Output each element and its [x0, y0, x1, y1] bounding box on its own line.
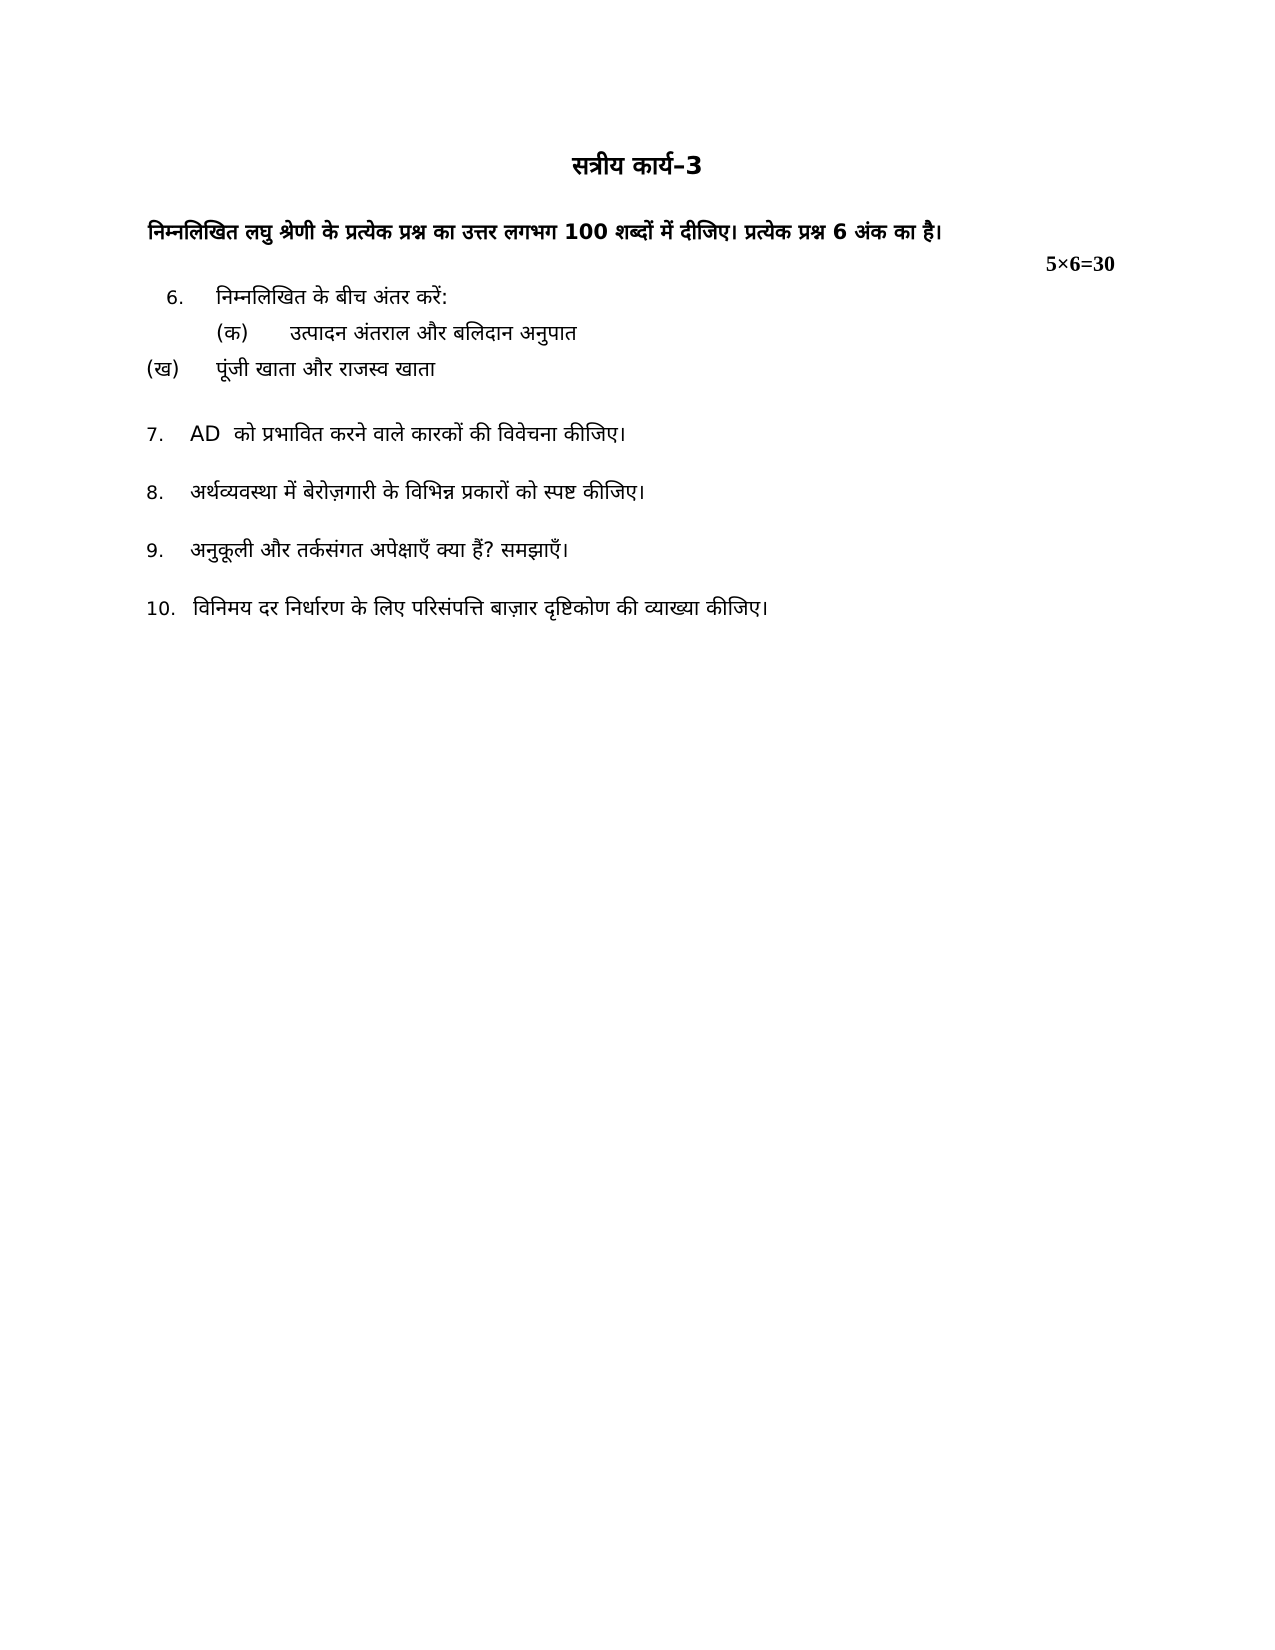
question-9-text: अनुकूली और तर्कसंगत अपेक्षाएँ क्या हैं? समझाएँ।: [190, 538, 569, 562]
marks-label: 5×6=30: [1045, 251, 1115, 276]
question-6-part-b-label: (ख): [146, 357, 180, 381]
question-6-part-a-text: उत्पादन अंतराल और बलिदान अनुपात: [290, 321, 577, 345]
page-title: सत्रीय कार्य–3: [572, 151, 703, 180]
question-7-number: 7.: [146, 424, 165, 446]
question-8-text: अर्थव्यवस्था में बेरोज़गारी के विभिन्न प्रकारों को स्पष्ट कीजिए।: [190, 480, 646, 504]
question-8-number: 8.: [146, 482, 165, 504]
question-9-number: 9.: [146, 540, 165, 562]
question-6-part-a-label: (क): [216, 321, 249, 345]
question-6-number: 6.: [166, 287, 185, 309]
question-6-text: निम्नलिखित के बीच अंतर करें:: [216, 285, 449, 309]
question-7-text: AD को प्रभावित करने वाले कारकों की विवेचना कीजिए।: [190, 422, 626, 446]
question-10-number: 10.: [146, 598, 177, 620]
instruction-text: निम्नलिखित लघु श्रेणी के प्रत्येक प्रश्न का उत्तर लगभग 100 शब्दों में दीजिए। प्रत्येक प्रश्न 6 अंक का है।: [148, 220, 942, 244]
question-10-text: विनिमय दर निर्धारण के लिए परिसंपत्ति बाज़ार दृष्टिकोण की व्याख्या कीजिए।: [193, 596, 769, 620]
question-6-part-b-text: पूंजी खाता और राजस्व खाता: [216, 357, 436, 381]
